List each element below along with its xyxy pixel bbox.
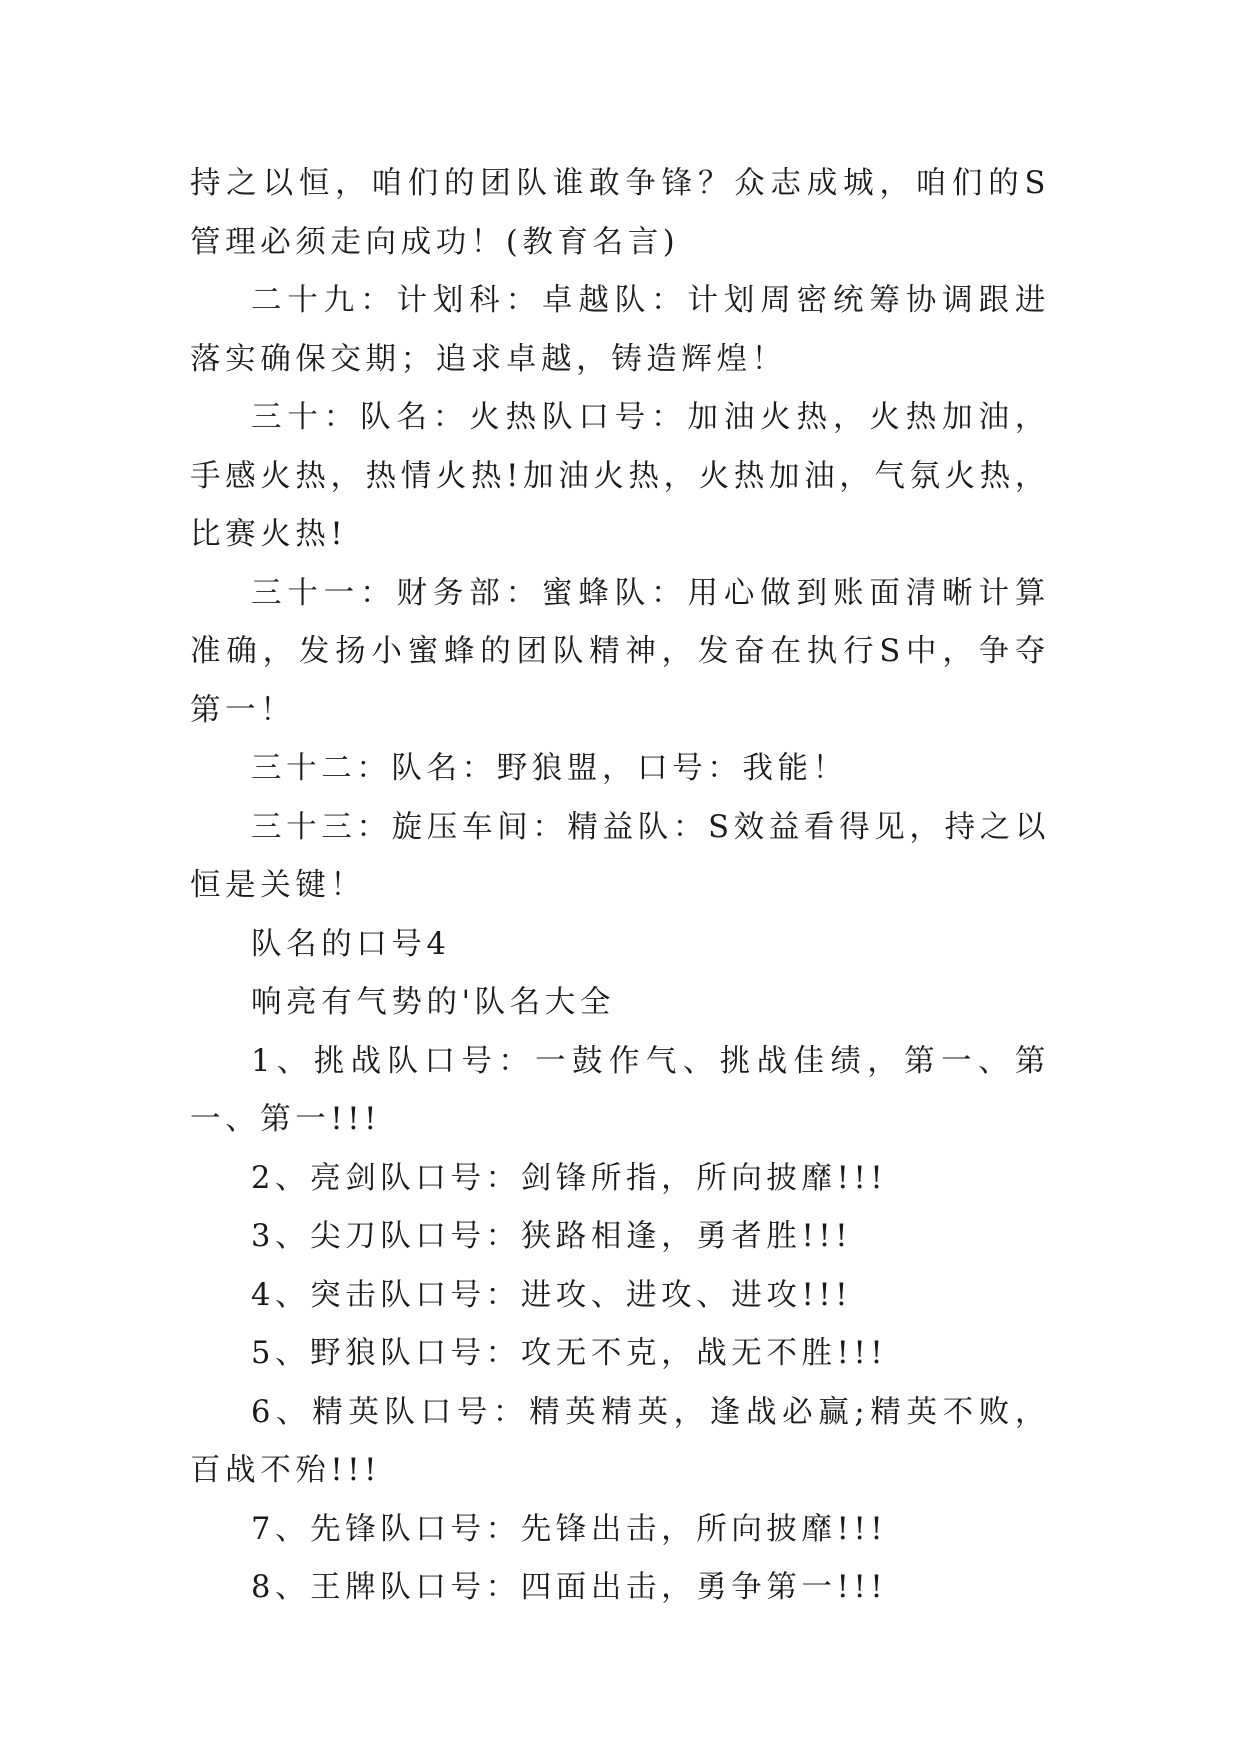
paragraph-item-30: 三十：队名：火热队口号：加油火热，火热加油，手感火热，热情火热!加油火热，火热加油，气氛火热，比赛火热! [190,400,1050,552]
paragraph-item-31: 三十一：财务部：蜜蜂队：用心做到账面清晰计算准确，发扬小蜜蜂的团队精神，发奋在执行S中，争夺第一！ [190,575,1050,728]
list-item: 5、野狼队口号：攻无不克，战无不胜!!! [251,1336,888,1371]
list-item: 3、尖刀队口号：狭路相逢，勇者胜!!! [251,1219,853,1254]
paragraph-item-32: 三十二：队名：野狼盟，口号：我能！ [251,751,848,786]
list-item: 7、先锋队口号：先锋出击，所向披靡!!! [251,1511,888,1547]
list-item: 8、王牌队口号：四面出击，勇争第一!!! [251,1570,888,1605]
section-heading: 队名的口号4 [251,926,451,962]
list-item: 1、挑战队口号：一鼓作气、挑战佳绩，第一、第一、第一!!! [190,1043,1050,1137]
list-item: 6、精英队口号：精英精英，逢战必赢;精英不败，百战不殆!!! [190,1394,1050,1488]
section-subheading: 响亮有气势的'队名大全 [251,985,615,1020]
list-item: 2、亮剑队口号：剑锋所指，所向披靡!!! [251,1160,888,1196]
document-page [190,155,1050,1618]
paragraph-item-29: 二十九：计划科：卓越队：计划周密统筹协调跟进落实确保交期；追求卓越，铸造辉煌！ [190,283,1050,377]
paragraph-item-33: 三十三：旋压车间：精益队：S效益看得见，持之以恒是关键！ [190,809,1050,903]
paragraph-intro-continuation: 持之以恒，咱们的团队谁敢争锋？众志成城，咱们的S管理必须走向成功！(教育名言) [190,166,1050,260]
list-item: 4、突击队口号：进攻、进攻、进攻!!! [251,1277,853,1313]
